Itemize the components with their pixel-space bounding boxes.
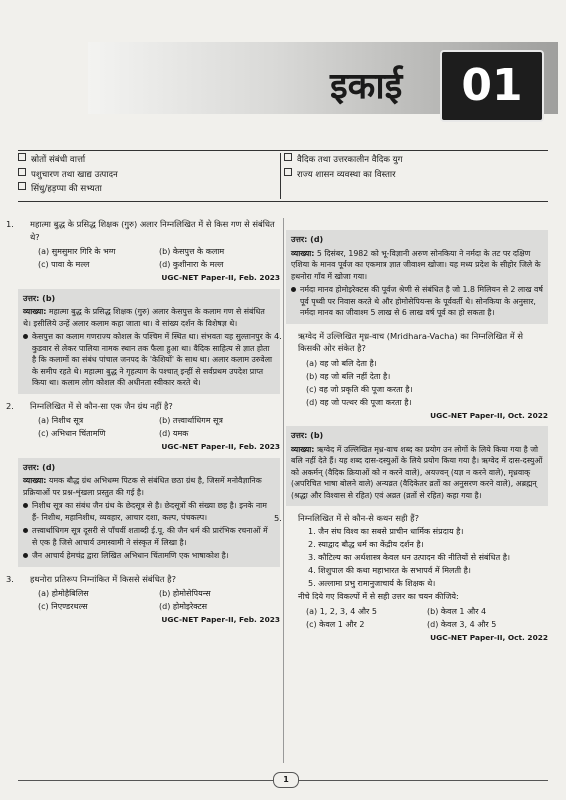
option-a: (a) निशीथ सूत्र	[38, 416, 84, 425]
explanation-bullet: जैन आचार्य हेमचंद्र द्वारा लिखित अभिधान चिंतामणि एक भाषाकोश है।	[23, 550, 275, 562]
option-a: (a) होमोहैबिलिस	[38, 589, 89, 598]
explanation-bullet: तत्त्वार्थाधिगम सूत्र दूसरी से पाँचवीं शताब्दी ई.पू. की जैन धर्म की प्रारंभिक रचनाओं में से एक है जिसे आचार्य उमास्वामी ने संस्कृत में लिखा है।	[23, 525, 275, 548]
question-source: UGC-NET Paper-II, Feb. 2023	[161, 442, 280, 451]
explanation-bullet: निशीथ सूत्र का संबंध जैन ग्रंथ के छेदसूत्र से है। छेदसूत्रों की संख्या छह है। इनके नाम हैं- निशीथ, महानिशीथ, व्यवहार, आचार दशा, कल्प, पंचकल्प।	[23, 500, 275, 523]
answer-heading: उत्तर: (b)	[291, 431, 324, 440]
statement-item: 2. स्याद्वाद बौद्ध धर्म का केंद्रीय दर्शन है।	[308, 539, 424, 549]
topic-item: सिंधु/हड़प्पा की सभ्यता	[18, 182, 280, 197]
topic-item: स्रोतों संबंधी वार्त्ता	[18, 153, 280, 168]
answer-box-2: उत्तर: (d) व्याख्या: यमक बौद्ध ग्रंथ अभिधम्म पिटक से संबंधित छठा ग्रंथ है, जिसमें मनोवैज्ञानिक प्रक्रियाओं पर प्रश्न-शृंखला प्रस्तुत की गई है। निशीथ सूत्र का संबंध जैन ग्रंथ के छेदसूत्र से है। छेदसूत्रों की संख्या छह है। इनके नाम हैं- निशीथ, महानिशीथ, व्यवहार, आचार दशा, कल्प, पंचकल्प। तत्त्वार्थाधिगम सूत्र दूसरी से पाँचवीं शताब्दी ई.पू. की जैन धर्म की प्रारंभिक रचनाओं में से एक है जिसे आचार्य उमास्वामी ने संस्कृत में लिखा है। जैन आचार्य हेमचंद्र द्वारा लिखित अभिधान चिंतामणि एक भाषाकोश है।	[18, 458, 280, 567]
checkbox-icon	[18, 153, 26, 161]
question-source: UGC-NET Paper-II, Feb. 2023	[161, 273, 280, 282]
option-a: (a) सुमसुमार गिरि के भग्ग	[38, 247, 116, 256]
question-source: UGC-NET Paper-II, Feb. 2023	[161, 615, 280, 624]
topics-left	[18, 153, 281, 199]
statement-item: 4. शिशुपाल की कथा महाभारत के सभापर्व में मिलती है।	[308, 565, 471, 575]
option-d: (d) यमक	[159, 429, 189, 438]
column-divider	[283, 218, 284, 763]
question-source: UGC-NET Paper-II, Oct. 2022	[430, 632, 548, 642]
topic-item: पशुचारण तथा खाद्य उत्पादन	[18, 168, 280, 183]
left-column	[6, 218, 280, 631]
option-d: (d) होमोइरेक्टस	[159, 602, 208, 611]
checkbox-icon	[284, 153, 292, 161]
chapter-word: इकाई	[330, 66, 403, 107]
topic-item: राज्य शासन व्यवस्था का विस्तार	[284, 168, 548, 183]
instruction: नीचे दिये गए विकल्पों में से सही उत्तर का चयन कीजिये:	[298, 591, 459, 601]
page-number: 1	[273, 772, 299, 788]
answer-box-3: उत्तर: (d) व्याख्या: 5 दिसंबर, 1982 को भू-विज्ञानी अरुण सोनकिया ने नर्मदा के तट पर दक्षिण एशिया के मानव पूर्वज का एकमात्र ज्ञात जीवाश्म खोजा। यह मध्य प्रदेश के सीहोर जिले के हथनोरा गाँव में खोजा गया। नर्मदा मानव होमोइरेक्टस की पूर्वज श्रेणी से संबंधित है जो 1.8 मिलियन से 2 लाख वर्ष पूर्व पृथ्वी पर निवास करते थे और होमोसेपियन्स के पूर्ववर्ती थे। सोनकिया के अनुसार, नर्मदा मानव का जीवाश्म 5 लाख से 6 लाख वर्ष पूर्व का हो सकता है।	[286, 230, 548, 324]
option-b: (b) होमोसेपियन्स	[159, 589, 211, 598]
page-footer	[18, 772, 548, 788]
answer-heading: उत्तर: (d)	[291, 235, 324, 244]
statement-item: 5. अल्लामा प्रभु रामानुजाचार्य के शिक्षक थे।	[308, 578, 436, 588]
option-c: (c) अभिधान चिंतामणि	[38, 429, 106, 438]
checkbox-icon	[18, 182, 26, 190]
question-2: 2. निम्नलिखित में से कौन-सा एक जैन ग्रंथ नहीं है? (a) निशीथ सूत्र (b) तत्त्वार्थाधिगम सूत्र (c) अभिधान चिंतामणि (d) यमक UGC-NET Paper-II, Feb. 2023	[18, 400, 280, 454]
option-b: (b) केसपुत्त के कलाम	[159, 247, 225, 256]
option-a: (a) वह जो बलि देता है।	[306, 358, 377, 368]
statement-item: 3. कौटिल्य का अर्थशास्त्र केवल धन उत्पादन की नीतियों से संबंधित है।	[308, 552, 510, 562]
statement-list	[286, 525, 548, 590]
topic-item: वैदिक तथा उत्तरकालीन वैदिक युग	[284, 153, 548, 168]
question-5: 5. निम्नलिखित में से कौन-से कथन सही हैं? 1. जैन संघ विश्व का सबसे प्राचीन धार्मिक संप्रदाय है। 2. स्याद्वाद बौद्ध धर्म का केंद्रीय दर्शन है। 3. कौटिल्य का अर्थशास्त्र केवल धन उत्पादन की नीतियों से संबंधित है। 4. शिशुपाल की कथा महाभारत के सभापर्व में मिलती है। 5. अल्लामा प्रभु रामानुजाचार्य के शिक्षक थे। नीचे दिये गए विकल्पों में से सही उत्तर का चयन कीजिये: (a) 1, 2, 3, 4 और 5 (b) केवल 1 और 4 (c) केवल 1 और 2 (d) केवल 3, 4 और 5 UGC-NET Paper-II, Oct. 2022	[286, 512, 548, 644]
right-column	[274, 230, 548, 648]
explanation-bullet: केसपुत्त का कलाम गणराज्य कोशल के पश्चिम में स्थित था। संभवतः यह सुल्तानपुर के कुडवार से लेकर पालिया नामक स्थान तक फैला हुआ था। वैदिक साहित्य से ज्ञात होता है कि कलामों का संबंध पांचाल जनपद के 'केशियों' के साथ था। अलार कलाम उरुवेला के समीप रहते थे। महात्मा बुद्ध ने गृहत्याग के पश्चात् इन्हीं से सर्वप्रथम उपदेश प्राप्त किया था। कलाम लोग कोशल की अधीनता स्वीकार करते थे।	[23, 331, 275, 389]
option-d: (d) केवल 3, 4 और 5	[427, 619, 497, 629]
question-1: 1. महात्मा बुद्ध के प्रसिद्ध शिक्षक (गुरु) अलार निम्नलिखित में से किस गण से संबंधित थे? (a) सुमसुमार गिरि के भग्ग (b) केसपुत्त के कलाम (c) पावा के मल्ल (d) कुशीनारा के मल्ल UGC-NET Paper-II, Feb. 2023	[18, 218, 280, 285]
option-c: (c) केवल 1 और 2	[306, 619, 365, 629]
option-b: (b) केवल 1 और 4	[427, 606, 487, 616]
option-c: (c) निएण्डरथल्स	[38, 602, 88, 611]
answer-heading: उत्तर: (b)	[23, 293, 56, 303]
option-a: (a) 1, 2, 3, 4 और 5	[306, 606, 377, 616]
option-b: (b) तत्त्वार्थाधिगम सूत्र	[159, 416, 223, 425]
option-b: (b) वह जो बलि नहीं देता है।	[306, 371, 391, 381]
option-c: (c) पावा के मल्ल	[38, 260, 90, 269]
option-d: (d) वह जो पत्थर की पूजा करता है।	[306, 397, 412, 407]
question-4: 4. ऋग्वेद में उल्लिखित मृध्र-वाच (Mridhara-Vacha) का निम्नलिखित में से किसकी ओर संकेत है? (a) वह जो बलि देता है। (b) वह जो बलि नहीं देता है। (c) वह जो प्रकृति की पूजा करता है। (d) वह जो पत्थर की पूजा करता है। UGC-NET Paper-II, Oct. 2022	[286, 330, 548, 423]
option-c: (c) वह जो प्रकृति की पूजा करता है।	[306, 384, 413, 394]
answer-heading: उत्तर: (d)	[23, 462, 56, 472]
chapter-number: 01	[440, 50, 544, 122]
checkbox-icon	[284, 168, 292, 176]
topics-box	[18, 150, 548, 202]
statement-item: 1. जैन संघ विश्व का सबसे प्राचीन धार्मिक संप्रदाय है।	[308, 526, 464, 536]
explanation-bullet: नर्मदा मानव होमोइरेक्टस की पूर्वज श्रेणी से संबंधित है जो 1.8 मिलियन से 2 लाख वर्ष पूर्व पृथ्वी पर निवास करते थे और होमोसेपियन्स के पूर्ववर्ती थे। सोनकिया के अनुसार, नर्मदा मानव का जीवाश्म 5 लाख से 6 लाख वर्ष पूर्व का हो सकता है।	[291, 284, 543, 319]
answer-box-4: उत्तर: (b) व्याख्या: ऋग्वेद में उल्लिखित मृध्र-वाच शब्द का प्रयोग उन लोगों के लिये किया गया है जो बलि नहीं देते हैं। यह शब्द दास-दस्युओं के लिये प्रयोग किया गया है। ऋग्वेद में दास-दस्युओं को अकर्मन् (वैदिक क्रियाओं को न करने वाले), अयज्वन् (यज्ञ न करने वाले), मृध्रवाक् (अपरिचित भाषा बोलने वाले) अन्यव्रत (वैदिकेतर व्रतों का अनुसरण करने वाले), अब्रह्मन् (श्रद्धा और विश्वास से रहित) एवं अव्रत (व्रतों से रहित) कहा गया है।	[286, 426, 548, 506]
question-source: UGC-NET Paper-II, Oct. 2022	[430, 410, 548, 420]
answer-box-1: उत्तर: (b) व्याख्या: महात्मा बुद्ध के प्रसिद्ध शिक्षक (गुरु) अलार केसपुत्त के कलाम गण से संबंधित थे। इसीलिये उन्हें अलार कलाम कहा जाता था। वे सांख्य दर्शन के विशेषज्ञ थे। केसपुत्त का कलाम गणराज्य कोशल के पश्चिम में स्थित था। संभवतः यह सुल्तानपुर के कुडवार से लेकर पालिया नामक स्थान तक फैला हुआ था। वैदिक साहित्य से ज्ञात होता है कि कलामों का संबंध पांचाल जनपद के 'केशियों' के साथ था। अलार कलाम उरुवेला के समीप रहते थे। महात्मा बुद्ध ने गृहत्याग के पश्चात् इन्हीं से सर्वप्रथम उपदेश प्राप्त किया था। कलाम लोग कोशल की अधीनता स्वीकार करते थे।	[18, 289, 280, 394]
topics-right	[284, 153, 548, 182]
checkbox-icon	[18, 168, 26, 176]
option-d: (d) कुशीनारा के मल्ल	[159, 260, 224, 269]
question-3: 3. हथनोरा प्रतिरूप निम्नांकित में किससे संबंधित है? (a) होमोहैबिलिस (b) होमोसेपियन्स (c) निएण्डरथल्स (d) होमोइरेक्टस UGC-NET Paper-II, Feb. 2023	[18, 573, 280, 627]
